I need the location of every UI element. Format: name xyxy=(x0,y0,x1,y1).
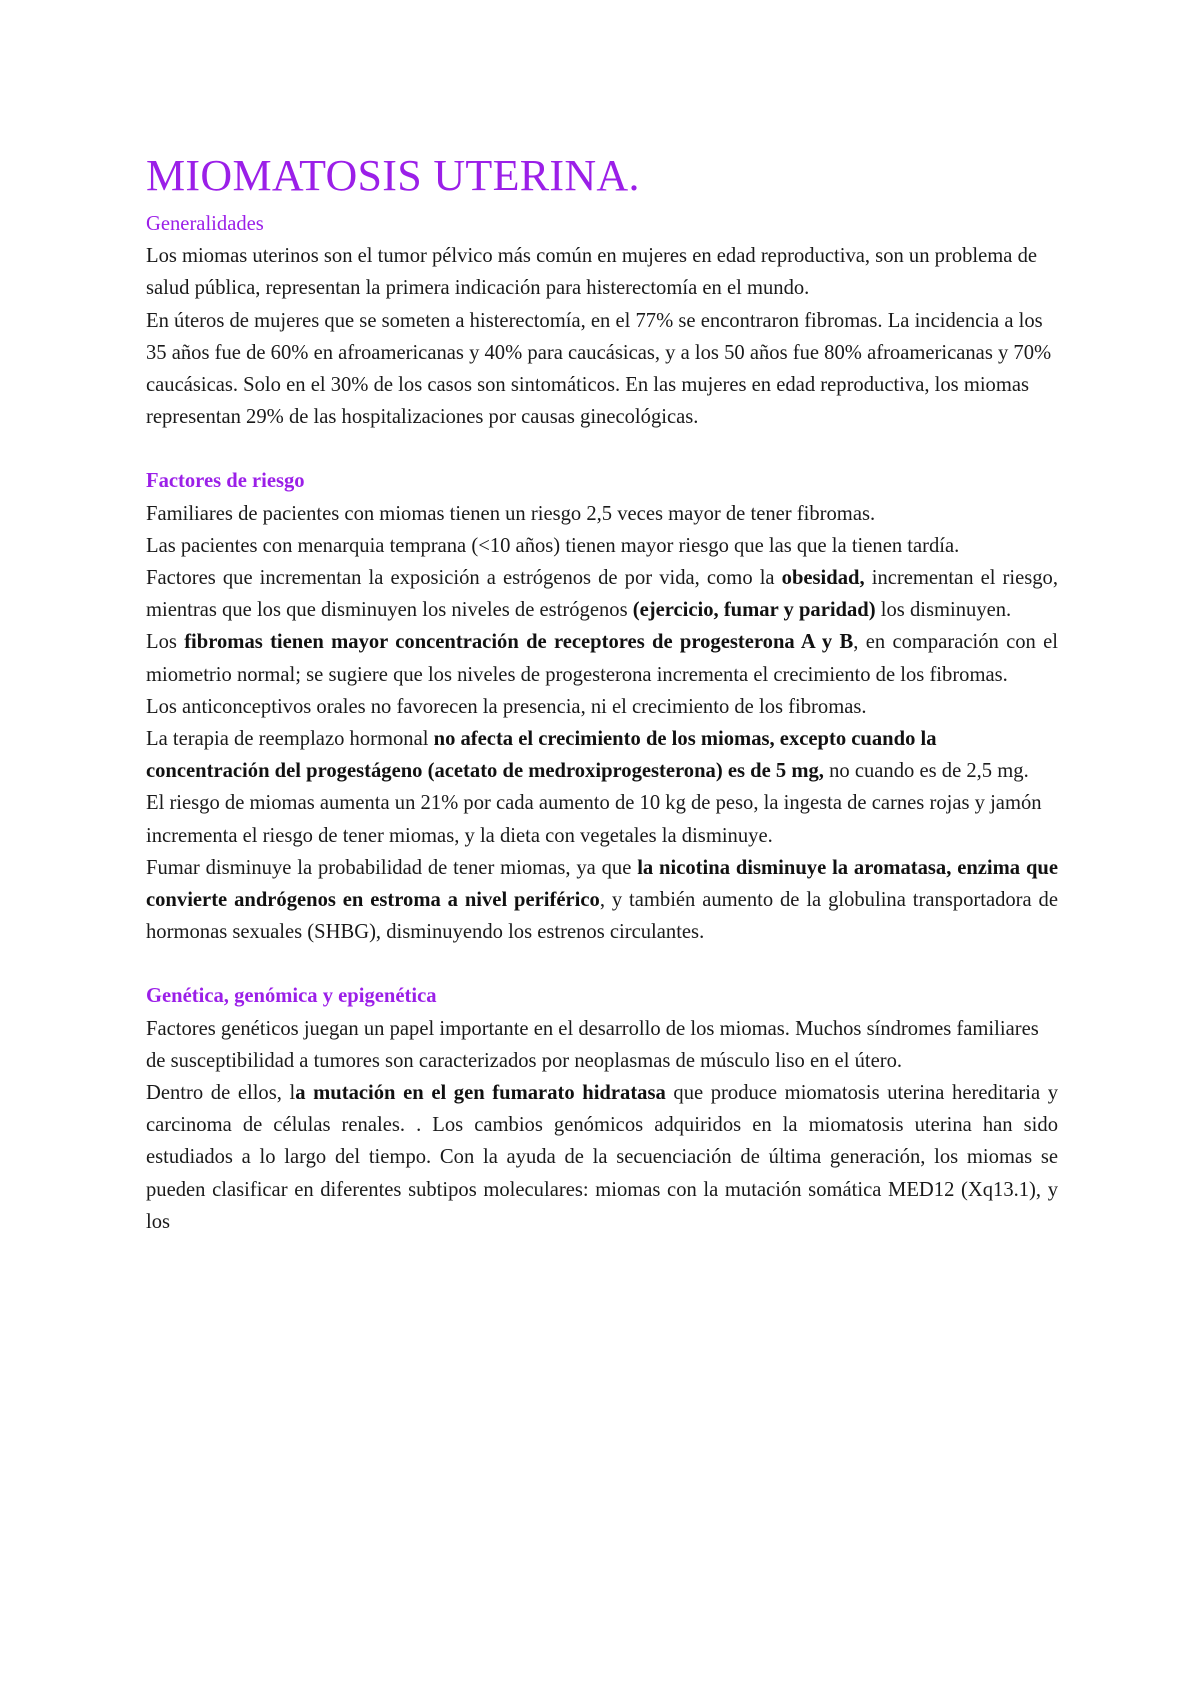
spacer xyxy=(146,433,1058,465)
paragraph: Los miomas uterinos son el tumor pélvico más común en mujeres en edad reproductiva, son un problema de salud pública, representan la primera indicación para histerectomía en el mundo. xyxy=(146,245,1038,300)
paragraph: El riesgo de miomas aumenta un 21% por cada aumento de 10 kg de peso, la ingesta de carnes rojas y jamón incrementa el riesgo de tener miomas, y la dieta con vegetales la disminuye. xyxy=(146,792,1042,847)
text-run: La terapia de reemplazo hormonal xyxy=(146,728,434,751)
bold-text: la nicotina disminuye la aromatasa, enzima que convierte andrógenos en estroma a nivel periférico xyxy=(146,856,1058,912)
document-title: MIOMATOSIS UTERINA. xyxy=(146,151,640,200)
bold-text: a mutación en el gen fumarato hidratasa xyxy=(295,1082,666,1105)
text-run: Factores que incrementan la exposición a estrógenos de por vida, como la xyxy=(146,567,782,590)
paragraph xyxy=(146,626,1058,690)
text-run: incrementan el riesgo, mientras que los que disminuyen los niveles de estrógenos xyxy=(146,567,1058,622)
bold-text: fibromas tienen mayor concentración de receptores de progesterona A y B xyxy=(184,631,854,654)
paragraph: Familiares de pacientes con miomas tienen un riesgo 2,5 veces mayor de tener fibromas. xyxy=(146,502,876,525)
section-heading-factores-de-riesgo: Factores de riesgo xyxy=(146,470,305,493)
paragraph: En úteros de mujeres que se someten a histerectomía, en el 77% se encontraron fibromas. La incidencia a los 35 años fue de 60% en afroamericanas y 40% para caucásicas, y a los 50 años fue 80% afroamericanas y 70% caucásicas. Solo en el 30% de los casos son sintomáticos. En las mujeres en edad reproductiva, los miomas representan 29% de las hospitalizaciones por causas ginecológicas. xyxy=(146,309,1052,429)
text-run: Dentro de ellos, l xyxy=(146,1082,296,1105)
text-run: , en comparación con el miometrio normal; se sugiere que los niveles de progesterona incrementa el crecimiento de los fibromas. xyxy=(146,631,1058,686)
paragraph xyxy=(146,1077,1058,1238)
text-run: , y también aumento de la globulina transportadora de hormonas sexuales (SHBG), disminuyendo los estrenos circulantes. xyxy=(146,889,1058,944)
text-run: los disminuyen. xyxy=(875,599,1012,622)
bold-text: obesidad, xyxy=(781,567,865,590)
paragraph: Las pacientes con menarquia temprana (<10 años) tienen mayor riesgo que las que la tienen tardía. xyxy=(146,534,960,557)
paragraph: Los anticonceptivos orales no favorecen la presencia, ni el crecimiento de los fibromas. xyxy=(146,695,867,718)
spacer xyxy=(146,948,1058,980)
section-heading-genetica: Genética, genómica y epigenética xyxy=(146,985,437,1008)
document-body xyxy=(146,148,1058,1238)
paragraph xyxy=(146,852,1058,949)
text-run: Los xyxy=(146,631,185,654)
text-run: no cuando es de 2,5 mg. xyxy=(823,760,1029,783)
bold-text: no afecta el crecimiento de los miomas, excepto cuando la concentración del progestágeno (acetato de medroxiprogesterona) es de 5 mg, xyxy=(146,728,937,783)
text-run: que produce miomatosis uterina hereditaria y carcinoma de células renales. . Los cambios genómicos adquiridos en la miomatosis uterina han sido estudiados a lo largo del tiempo. Con la ayuda de la secuenciación de última generación, los miomas se pueden clasificar en diferentes subtipos moleculares: miomas con la mutación somática MED12 (Xq13.1), y los xyxy=(146,1082,1058,1233)
bold-text: (ejercicio, fumar y paridad) xyxy=(632,599,876,622)
text-run: Fumar disminuye la probabilidad de tener miomas, ya que xyxy=(146,856,638,879)
paragraph xyxy=(146,562,1058,626)
paragraph xyxy=(146,723,1058,787)
section-heading-generalidades: Generalidades xyxy=(146,213,264,235)
paragraph: Factores genéticos juegan un papel importante en el desarrollo de los miomas. Muchos síndromes familiares de susceptibilidad a tumores son caracterizados por neoplasmas de músculo liso en el útero. xyxy=(146,1017,1039,1072)
